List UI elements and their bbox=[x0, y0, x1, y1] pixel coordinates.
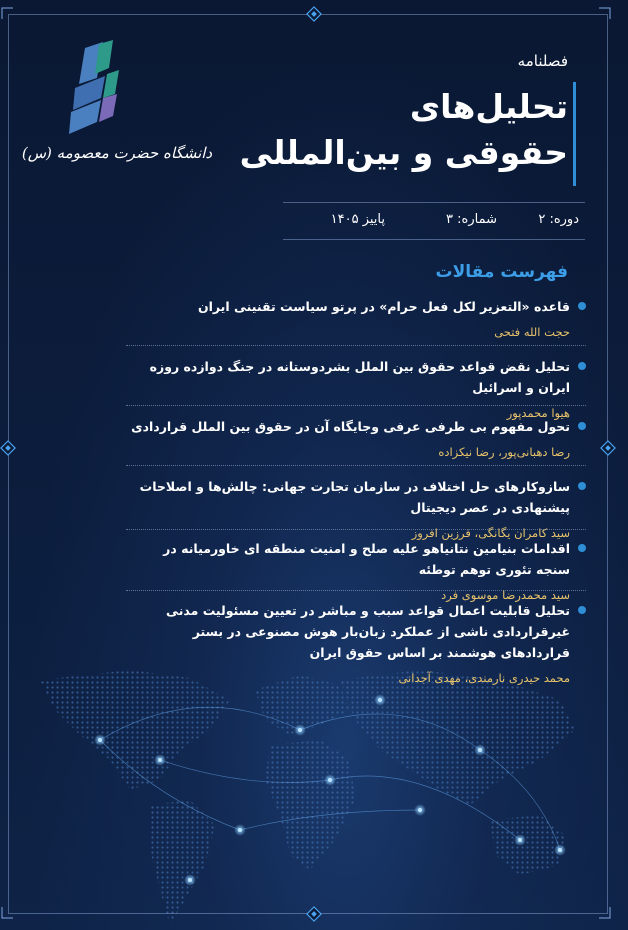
article-title: اقدامات بنیامین نتانیاهو علیه صلح و امنیت منطقه ای خاورمیانه در سنجه تئوری توهم توطئه bbox=[163, 541, 570, 577]
article-authors: محمد حیدری نارمندی، مهدی آجدانی bbox=[398, 671, 570, 685]
article-separator bbox=[126, 405, 586, 406]
diamond-ornament-icon bbox=[600, 440, 616, 456]
article-title: تحول مفهوم بی طرفی عرفی وجایگاه آن در حقوق بین الملل قراردادی bbox=[131, 419, 570, 434]
university-logo-icon bbox=[21, 38, 213, 168]
bullet-icon bbox=[578, 544, 586, 552]
svg-text:دانشگاه حضرت معصومه (س): دانشگاه حضرت معصومه (س) bbox=[21, 144, 213, 162]
article-item[interactable] bbox=[126, 538, 586, 604]
journal-type-label: فصلنامه bbox=[517, 52, 568, 70]
diamond-ornament-icon bbox=[306, 906, 322, 922]
article-item[interactable] bbox=[126, 296, 586, 341]
article-separator bbox=[126, 529, 586, 530]
toc-heading: فهرست مقالات bbox=[435, 262, 568, 282]
article-item[interactable] bbox=[126, 356, 586, 422]
journal-title-line-2: حقوقی و بین‌المللی bbox=[239, 133, 568, 172]
journal-title bbox=[188, 84, 568, 176]
article-authors: سید کامران یگانگی، فرزین افروز bbox=[411, 526, 570, 540]
corner-ornament-icon bbox=[0, 906, 14, 920]
corner-ornament-icon bbox=[598, 906, 612, 920]
bullet-icon bbox=[578, 606, 586, 614]
title-accent-bar bbox=[573, 82, 576, 186]
article-authors: رضا دهبانی‌پور، رضا نیکزاده bbox=[438, 445, 570, 459]
article-authors: حجت الله فتحی bbox=[494, 325, 570, 339]
article-item[interactable] bbox=[126, 476, 586, 542]
article-title: تحلیل نقض قواعد حقوق بین الملل بشردوستانه در جنگ دوازده روزه ایران و اسرائیل bbox=[149, 359, 570, 395]
bullet-icon bbox=[578, 362, 586, 370]
corner-ornament-icon bbox=[598, 6, 612, 20]
bullet-icon bbox=[578, 302, 586, 310]
article-authors: سید محمدرضا موسوی فرد bbox=[441, 588, 570, 602]
article-item[interactable] bbox=[126, 600, 586, 687]
article-title: قاعده «التعزیر لکل فعل حرام» در پرتو سیاست تقنینی ایران bbox=[197, 299, 570, 314]
journal-title-line-1: تحلیل‌های bbox=[409, 87, 568, 126]
article-authors: هیوا محمدپور bbox=[506, 406, 570, 420]
diamond-ornament-icon bbox=[0, 440, 16, 456]
article-title: تحلیل قابلیت اعمال قواعد سبب و مباشر در تعیین مسئولیت مدنی غیرقراردادی ناشی از عملکرد زبان‌بار هوش مصنوعی در بستر قراردادهای هوشمند بر اساس حقوق ایران bbox=[166, 603, 570, 660]
bullet-icon bbox=[578, 482, 586, 490]
bullet-icon bbox=[578, 422, 586, 430]
number-label: شماره: ۳ bbox=[446, 212, 497, 227]
corner-ornament-icon bbox=[0, 6, 14, 20]
article-separator bbox=[126, 590, 586, 591]
article-title: سازوکارهای حل اختلاف در سازمان تجارت جهانی: چالش‌ها و اصلاحات پیشنهادی در عصر دیجیتال bbox=[139, 479, 570, 515]
article-separator bbox=[126, 465, 586, 466]
season-year-label: پاییز ۱۴۰۵ bbox=[330, 212, 385, 227]
article-separator bbox=[126, 345, 586, 346]
issue-info bbox=[283, 202, 585, 240]
volume-label: دوره: ۲ bbox=[538, 212, 579, 227]
diamond-ornament-icon bbox=[306, 6, 322, 22]
article-item[interactable] bbox=[126, 416, 586, 461]
